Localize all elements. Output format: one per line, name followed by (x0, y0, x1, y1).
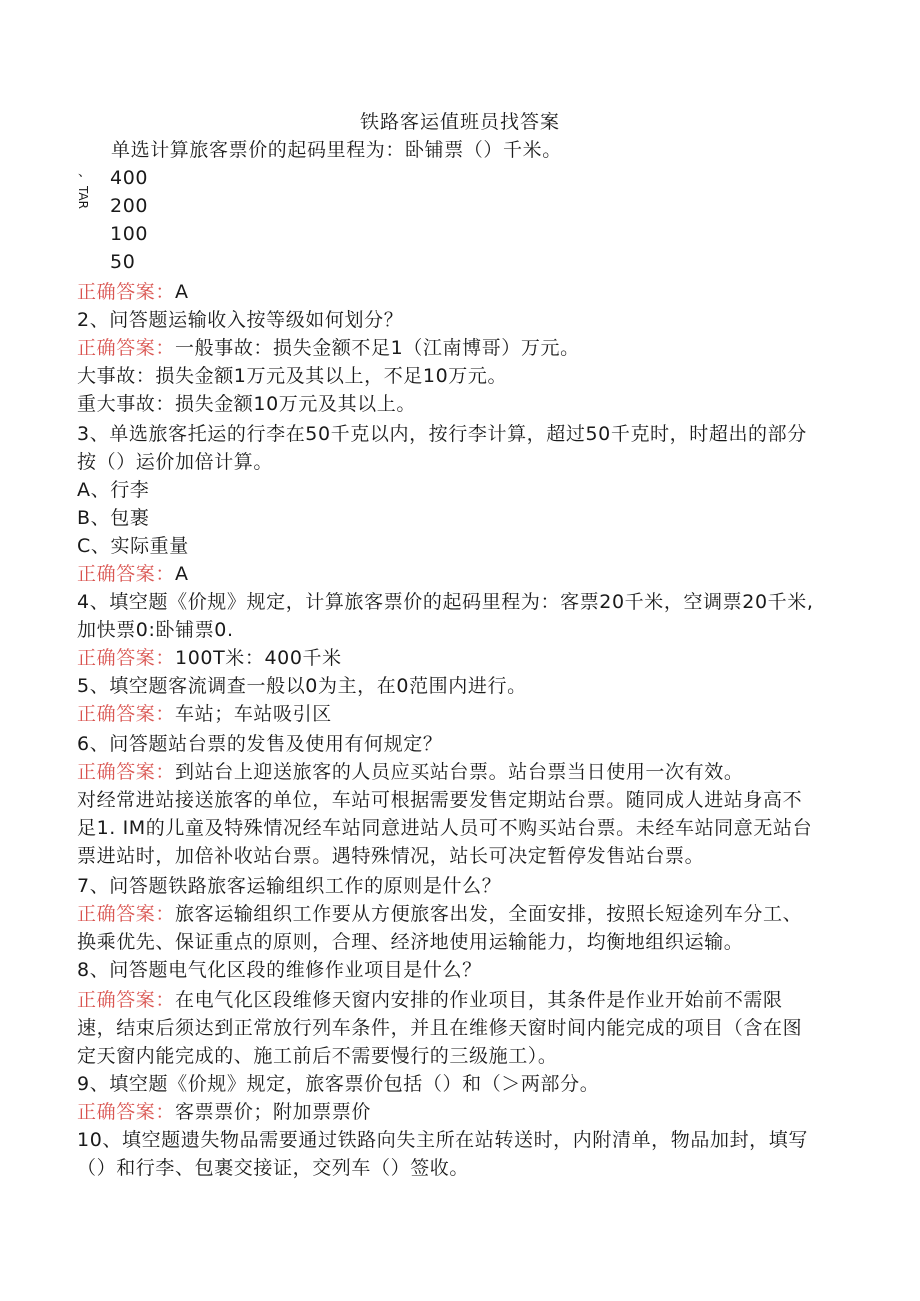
q7-answer-cont-1: 换乘优先、保证重点的原则，合理、经济地使用运输能力，均衡地组织运输。 (77, 931, 744, 953)
q6-answer-cont-1: 对经常进站接送旅客的单位，车站可根据需要发售定期站台票。随同成人进站身高不 (77, 789, 803, 811)
q8-answer-cont-1: 速，结束后须达到正常放行列车条件，并且在维修天窗时间内能完成的项目（含在图 (77, 1017, 803, 1039)
question-5-text: 5、填空题客流调查一般以0为主，在0范围内进行。 (77, 675, 527, 697)
q2-answer-cont-2: 重大事故：损失金额10万元及其以上。 (77, 393, 416, 415)
q6-answer-line (77, 758, 743, 786)
option-marker-comma: 、 (78, 165, 92, 180)
q7-answer: 旅客运输组织工作要从方便旅客出发，全面安排，按照长短途列车分工、 (175, 903, 803, 925)
question-7-text: 7、问答题铁路旅客运输组织工作的原则是什么？ (77, 875, 502, 897)
q3-option-b: B、包裹 (77, 507, 150, 529)
q1-option-4: 50 (110, 251, 136, 273)
question-6-text: 6、问答题站台票的发售及使用有何规定？ (77, 733, 443, 755)
q1-option-3: 100 (110, 223, 149, 245)
q2-answer: 一般事故：损失金额不足1（江南博哥）万元。 (175, 337, 580, 359)
q1-answer: A (175, 281, 189, 303)
q4-answer: 100T米：400千米 (175, 647, 342, 669)
answer-label: 正确答案： (77, 337, 176, 359)
option-marker-text: TAR (76, 186, 90, 209)
answer-label: 正确答案： (77, 1101, 176, 1123)
q3-option-c: C、实际重量 (77, 535, 189, 557)
answer-label: 正确答案： (77, 281, 176, 303)
answer-label: 正确答案： (77, 903, 176, 925)
q9-answer: 客票票价；附加票票价 (175, 1101, 372, 1123)
answer-label: 正确答案： (77, 989, 176, 1011)
question-1-text: 单选计算旅客票价的起码里程为：卧铺票（）千米。 (111, 139, 562, 161)
answer-label: 正确答案： (77, 647, 176, 669)
option-marker (74, 165, 96, 209)
question-9-text: 9、填空题《价规》规定，旅客票价包括（）和（＞两部分。 (77, 1073, 600, 1095)
q1-answer-line (77, 278, 189, 306)
q7-answer-line (77, 900, 802, 928)
q8-answer-cont-2: 定天窗内能完成的、施工前后不需要慢行的三级施工）。 (77, 1045, 558, 1067)
q4-answer-line (77, 644, 342, 672)
q3-option-a: A、行李 (77, 479, 150, 501)
page-title: 铁路客运值班员找答案 (359, 111, 560, 133)
q2-answer-cont-1: 大事故：损失金额1万元及其以上，不足10万元。 (77, 365, 508, 387)
answer-label: 正确答案： (77, 563, 176, 585)
q1-option-1: 400 (110, 167, 149, 189)
answer-label: 正确答案： (77, 703, 176, 725)
q5-answer-line (77, 700, 332, 728)
q3-answer: A (175, 563, 189, 585)
q6-answer-cont-2: 足1. IM的儿童及特殊情况经车站同意进站人员可不购买站台票。未经车站同意无站台 (77, 817, 813, 839)
question-4-text-1: 4、填空题《价规》规定，计算旅客票价的起码里程为：客票20千米，空调票20千米, (77, 591, 814, 613)
question-2-text: 2、问答题运输收入按等级如何划分？ (77, 309, 404, 331)
question-3-text-1: 3、单选旅客托运的行李在50千克以内，按行李计算，超过50千克时，时超出的部分 (77, 423, 807, 445)
q5-answer: 车站；车站吸引区 (175, 703, 332, 725)
question-10-text-2: （）和行李、包裹交接证，交列车（）签收。 (77, 1157, 470, 1179)
q6-answer: 到站台上迎送旅客的人员应买站台票。站台票当日使用一次有效。 (175, 761, 744, 783)
q9-answer-line (77, 1098, 371, 1126)
q8-answer-line (77, 986, 783, 1014)
question-4-text-2: 加快票0:卧铺票0. (77, 619, 234, 641)
question-8-text: 8、问答题电气化区段的维修作业项目是什么？ (77, 959, 482, 981)
question-3-text-2: 按（）运价加倍计算。 (77, 451, 274, 473)
answer-label: 正确答案： (77, 761, 176, 783)
q6-answer-cont-3: 票进站时，加倍补收站台票。遇特殊情况，站长可决定暂停发售站台票。 (77, 845, 705, 867)
question-10-text-1: 10、填空题遗失物品需要通过铁路向失主所在站转送时，内附清单，物品加封，填写 (77, 1129, 808, 1151)
q8-answer: 在电气化区段维修天窗内安排的作业项目，其条件是作业开始前不需限 (175, 989, 783, 1011)
q2-answer-line (77, 334, 580, 362)
q3-answer-line (77, 560, 189, 588)
q1-option-2: 200 (110, 195, 149, 217)
